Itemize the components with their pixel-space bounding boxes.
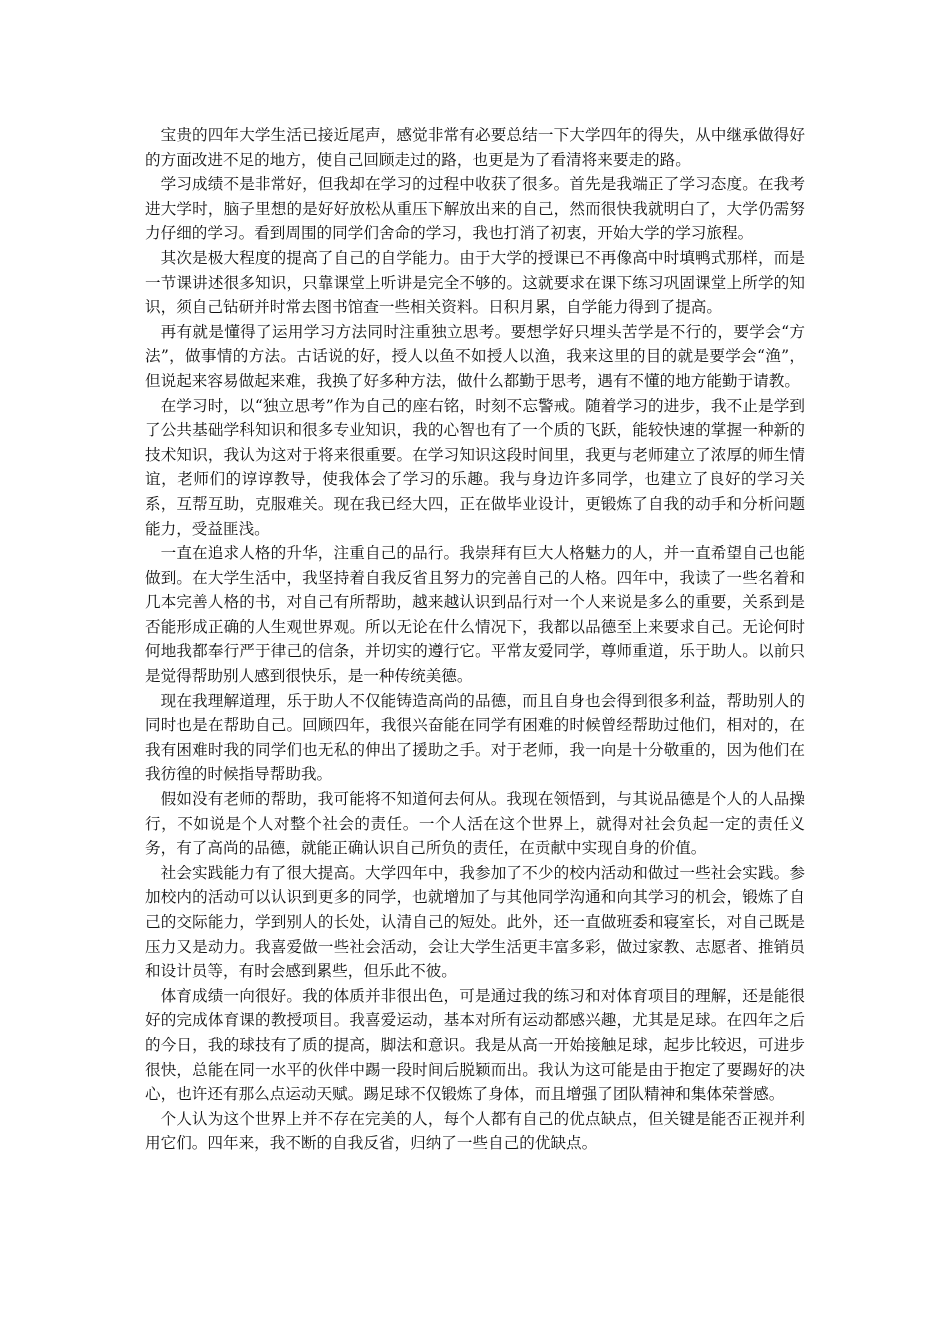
document-body	[145, 123, 805, 1156]
paragraph-3: 其次是极大程度的提高了自己的自学能力。由于大学的授课已不再像高中时填鸭式那样，而是一节课讲述很多知识，只靠课堂上听讲是完全不够的。这就要求在课下练习巩固课堂上所学的知识，须自己钻研并时常去图书馆查一些相关资料。日积月累，自学能力得到了提高。	[145, 248, 805, 317]
paragraph-2: 学习成绩不是非常好，但我却在学习的过程中收获了很多。首先是我端正了学习态度。在我考进大学时，脑子里想的是好好放松从重压下解放出来的自己，然而很快我就明白了，大学仍需努力仔细的学习。看到周围的同学们舍命的学习，我也打消了初衷，开始大学的学习旅程。	[145, 175, 805, 243]
paragraph-4: 再有就是懂得了运用学习方法同时注重独立思考。要想学好只埋头苦学是不行的，要学会“方法”，做事情的方法。古话说的好，授人以鱼不如授人以渔，我来这里的目的就是要学会“渔”，但说起来容易做起来难，我换了好多种方法，做什么都勤于思考，遇有不懂的地方能勤于请教。	[145, 322, 805, 390]
paragraph-7: 现在我理解道理，乐于助人不仅能铸造高尚的品德，而且自身也会得到很多利益，帮助别人的同时也是在帮助自己。回顾四年，我很兴奋能在同学有困难的时候曾经帮助过他们，相对的，在我有困难时我的同学们也无私的伸出了援助之手。对于老师，我一向是十分敬重的，因为他们在我彷徨的时候指导帮助我。	[145, 691, 805, 784]
paragraph-8: 假如没有老师的帮助，我可能将不知道何去何从。我现在领悟到，与其说品德是个人的人品操行，不如说是个人对整个社会的责任。一个人活在这个世界上，就得对社会负起一定的责任义务，有了高尚的品德，就能正确认识自己所负的责任，在贡献中实现自身的价值。	[145, 790, 805, 858]
paragraph-5: 在学习时，以“独立思考”作为自己的座右铭，时刻不忘警戒。随着学习的进步，我不止是学到了公共基础学科知识和很多专业知识，我的心智也有了一个质的飞跃，能较快速的掌握一种新的技术知识，我认为这对于将来很重要。在学习知识这段时间里，我更与老师建立了浓厚的师生情谊，老师们的谆谆教导，使我体会了学习的乐趣。我与身边许多同学，也建立了良好的学习关系，互帮互助，克服难关。现在我已经大四，正在做毕业设计，更锻炼了自我的动手和分析问题能力，受益匪浅。	[145, 396, 805, 538]
paragraph-9: 社会实践能力有了很大提高。大学四年中，我参加了不少的校内活动和做过一些社会实践。参加校内的活动可以认识到更多的同学，也就增加了与其他同学沟通和向其学习的机会，锻炼了自己的交际能力，学到别人的长处，认清自己的短处。此外，还一直做班委和寝室长，对自己既是压力又是动力。我喜爱做一些社会活动，会让大学生活更丰富多彩，做过家教、志愿者、推销员和设计员等，有时会感到累些，但乐此不彼。	[145, 863, 805, 981]
paragraph-11: 个人认为这个世界上并不存在完美的人，每个人都有自己的优点缺点，但关键是能否正视并利用它们。四年来，我不断的自我反省，归纳了一些自己的优缺点。	[145, 1109, 805, 1153]
paragraph-1: 宝贵的四年大学生活已接近尾声，感觉非常有必要总结一下大学四年的得失，从中继承做得好的方面改进不足的地方，使自己回顾走过的路，也更是为了看清将来要走的路。	[145, 126, 805, 169]
paragraph-10: 体育成绩一向很好。我的体质并非很出色，可是通过我的练习和对体育项目的理解，还是能很好的完成体育课的教授项目。我喜爱运动，基本对所有运动都感兴趣，尤其是足球。在四年之后的今日，我的球技有了质的提高，脚法和意识。我是从高一开始接触足球，起步比较迟，可进步很快，总能在同一水平的伙伴中踢一段时间后脱颖而出。我认为这可能是由于抱定了要踢好的决心，也许还有那么点运动天赋。踢足球不仅锻炼了身体，而且增强了团队精神和集体荣誉感。	[145, 986, 805, 1104]
paragraph-6: 一直在追求人格的升华，注重自己的品行。我崇拜有巨大人格魅力的人，并一直希望自己也能做到。在大学生活中，我坚持着自我反省且努力的完善自己的人格。四年中，我读了一些名着和几本完善人格的书，对自己有所帮助，越来越认识到品行对一个人来说是多么的重要，关系到是否能形成正确的人生观世界观。所以无论在什么情况下，我都以品德至上来要求自己。无论何时何地我都奉行严于律己的信条，并切实的遵行它。平常友爱同学，尊师重道，乐于助人。以前只是觉得帮助别人感到很快乐，是一种传统美德。	[145, 544, 805, 686]
